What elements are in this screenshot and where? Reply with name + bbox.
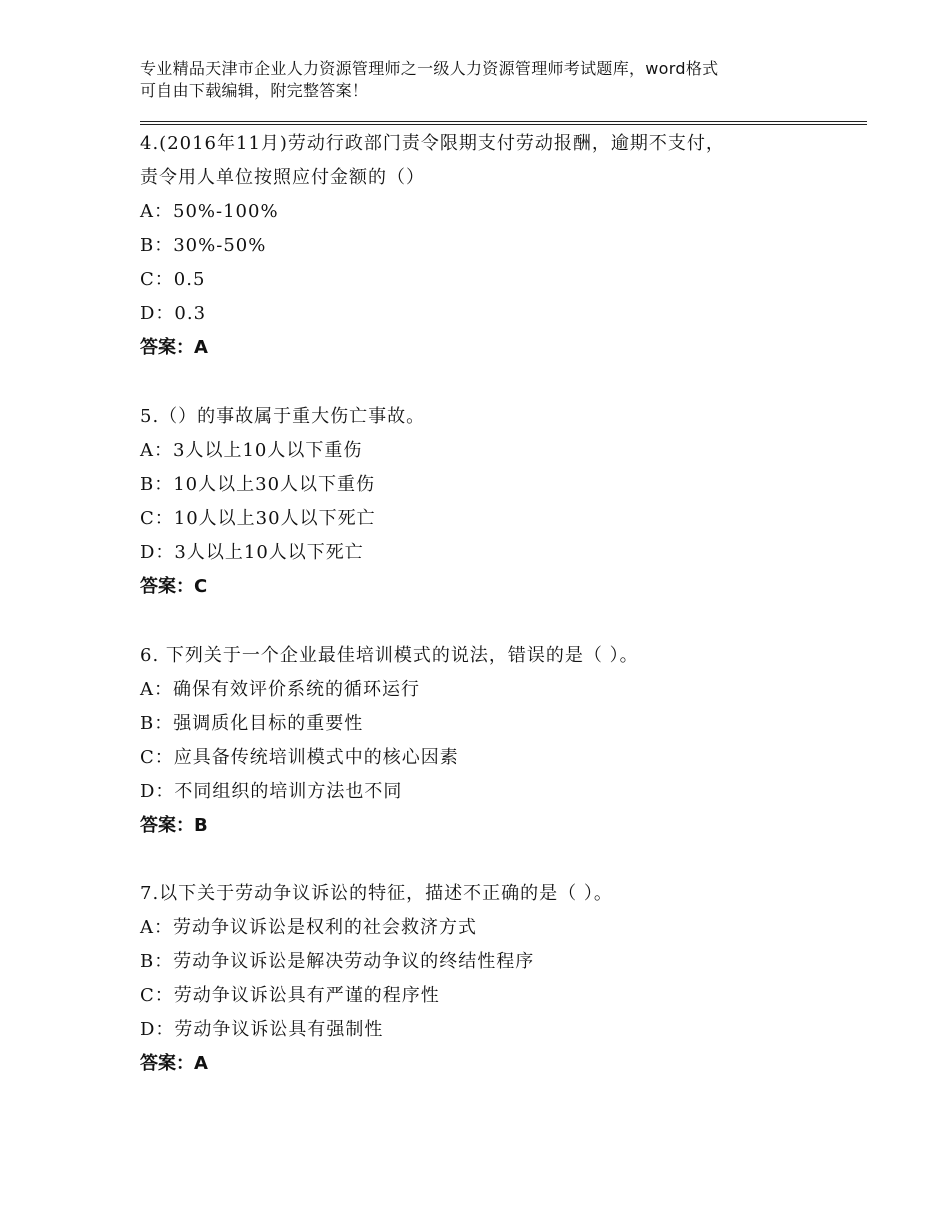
option-b: B：10人以上30人以下重伤 bbox=[140, 474, 376, 495]
question-text-line: 6. 下列关于一个企业最佳培训模式的说法，错误的是（ ）。 bbox=[140, 645, 639, 666]
header-line-1: 专业精品天津市企业人力资源管理师之一级人力资源管理师考试题库，word格式 bbox=[140, 59, 719, 78]
header-line-2: 可自由下载编辑，附完整答案！ bbox=[140, 81, 369, 100]
option-d: D：3人以上10人以下死亡 bbox=[140, 542, 364, 563]
option-a: A：确保有效评价系统的循环运行 bbox=[140, 679, 420, 700]
answer-label: 答案：B bbox=[140, 815, 208, 836]
answer-label: 答案：A bbox=[140, 337, 208, 358]
option-b: B：30%-50% bbox=[140, 235, 267, 256]
question-text-line: 责令用人单位按照应付金额的（） bbox=[140, 167, 425, 188]
option-d: D：0.3 bbox=[140, 303, 207, 324]
question-text-line: 7.以下关于劳动争议诉讼的特征，描述不正确的是（ ）。 bbox=[140, 883, 613, 904]
question-6 bbox=[140, 639, 867, 843]
option-a: A：50%-100% bbox=[140, 201, 279, 222]
option-d: D：不同组织的培训方法也不同 bbox=[140, 781, 403, 802]
document-header bbox=[140, 58, 840, 102]
option-c: C：应具备传统培训模式中的核心因素 bbox=[140, 747, 459, 768]
answer-label: 答案：A bbox=[140, 1053, 208, 1074]
option-b: B：劳动争议诉讼是解决劳动争议的终结性程序 bbox=[140, 951, 535, 972]
option-c: C：0.5 bbox=[140, 269, 206, 290]
option-c: C：劳动争议诉讼具有严谨的程序性 bbox=[140, 985, 440, 1006]
question-text-line: 5.（）的事故属于重大伤亡事故。 bbox=[140, 406, 426, 427]
option-d: D：劳动争议诉讼具有强制性 bbox=[140, 1019, 384, 1040]
header-divider-top bbox=[140, 121, 867, 122]
answer-label: 答案：C bbox=[140, 576, 208, 597]
question-4 bbox=[140, 127, 867, 365]
option-b: B：强调质化目标的重要性 bbox=[140, 713, 364, 734]
option-a: A：劳动争议诉讼是权利的社会救济方式 bbox=[140, 917, 477, 938]
header-divider-bottom bbox=[140, 124, 867, 125]
option-c: C：10人以上30人以下死亡 bbox=[140, 508, 376, 529]
question-7 bbox=[140, 877, 867, 1081]
question-text-line: 4.(2016年11月)劳动行政部门责令限期支付劳动报酬，逾期不支付， bbox=[140, 133, 725, 154]
option-a: A：3人以上10人以下重伤 bbox=[140, 440, 363, 461]
question-5 bbox=[140, 400, 867, 604]
